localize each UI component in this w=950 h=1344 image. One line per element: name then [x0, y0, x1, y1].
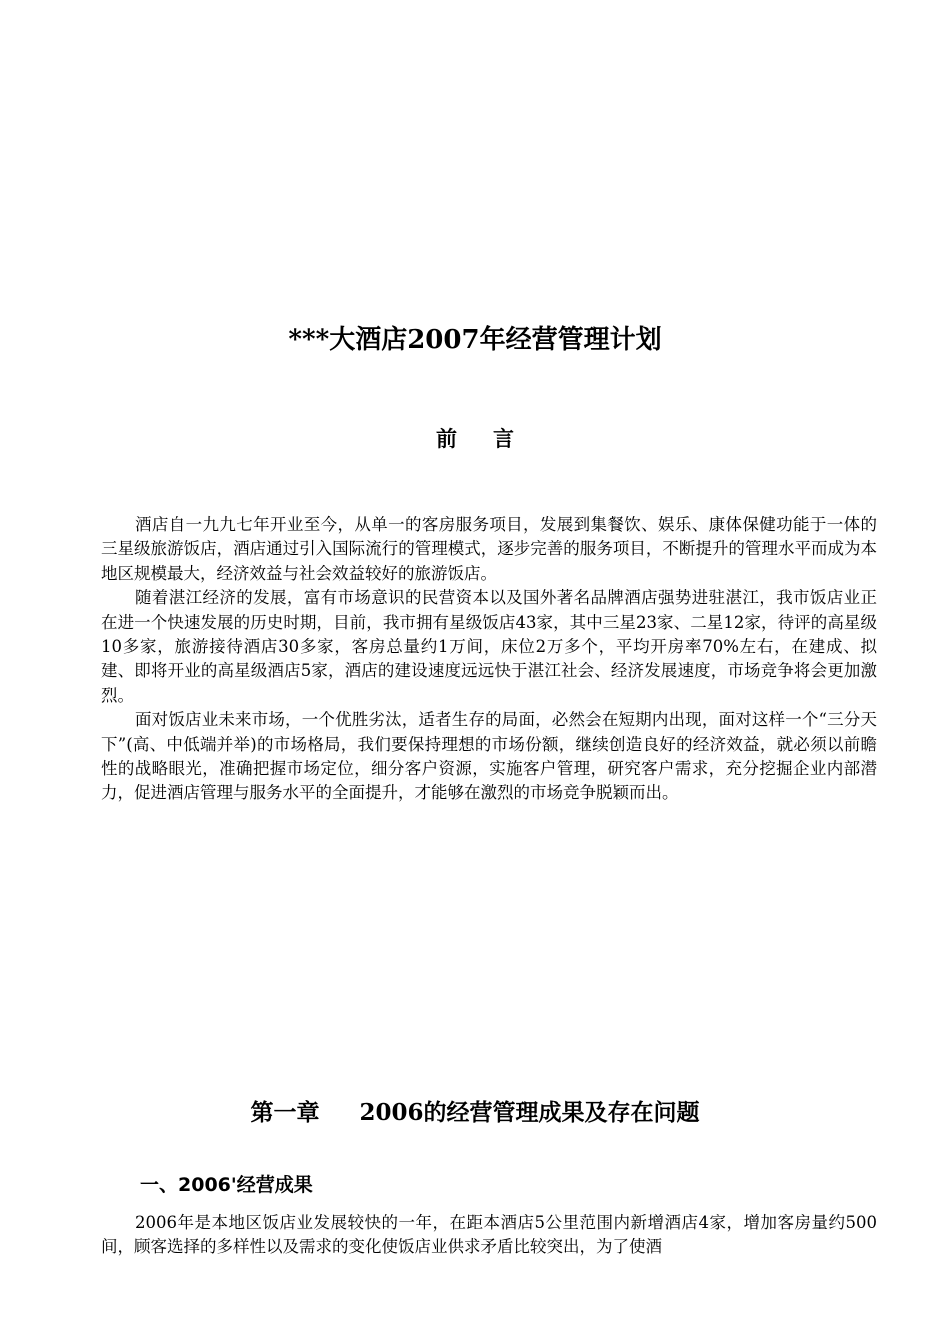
section-title: 一、2006'经营成果	[140, 1174, 313, 1196]
preface-paragraph: 随着湛江经济的发展，富有市场意识的民营资本以及国外著名品牌酒店强势进驻湛江，我市饭店业正在进一个快速发展的历史时期，目前，我市拥有星级饭店43家，其中三星23家、二星12家，待评的高星级10多家，旅游接待酒店30多家，客房总量约1万间，床位2万多个，平均开房率70%左右，在建成、拟建、即将开业的高星级酒店5家，酒店的建设速度远远快于湛江社会、经济发展速度，市场竞争将会更加激烈。	[101, 588, 877, 705]
chapter-title: 第一章 2006的经营管理成果及存在问题	[250, 1099, 700, 1126]
section-body	[101, 1211, 877, 1260]
preface-paragraph: 酒店自一九九七年开业至今，从单一的客房服务项目，发展到集餐饮、娱乐、康体保健功能于一体的三星级旅游饭店，酒店通过引入国际流行的管理模式，逐步完善的服务项目，不断提升的管理水平而成为本地区规模最大，经济效益与社会效益较好的旅游饭店。	[101, 515, 877, 583]
section-paragraph: 2006年是本地区饭店业发展较快的一年，在距本酒店5公里范围内新增酒店4家，增加客房量约500间，顾客选择的多样性以及需求的变化使饭店业供求矛盾比较突出，为了使酒	[101, 1213, 877, 1257]
document-title: ***大酒店2007年经营管理计划	[288, 325, 662, 355]
preface-paragraph: 面对饭店业未来市场，一个优胜劣汰，适者生存的局面，必然会在短期内出现，面对这样一个“三分天下”(高、中低端并举)的市场格局，我们要保持理想的市场份额，继续创造良好的经济效益，就必须以前瞻性的战略眼光，准确把握市场定位，细分客户资源，实施客户管理，研究客户需求，充分挖掘企业内部潜力，促进酒店管理与服务水平的全面提升，才能够在激烈的市场竞争脱颖而出。	[101, 710, 877, 803]
preface-body	[101, 513, 877, 806]
preface-heading: 前言	[436, 426, 550, 451]
